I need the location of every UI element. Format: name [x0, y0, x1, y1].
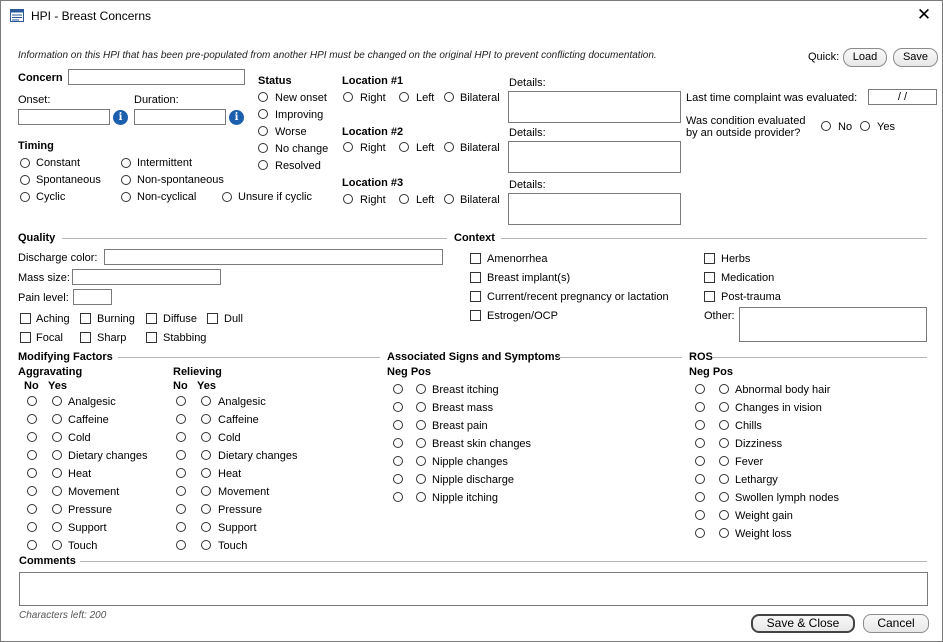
relieving-factor-label: Support [218, 522, 257, 534]
ros-pos-radio[interactable] [719, 402, 729, 412]
aggravating-no-radio[interactable] [27, 414, 37, 424]
sign-neg-radio[interactable] [393, 384, 403, 394]
timing-option: Non-spontaneous [137, 174, 224, 186]
relieving-yes-radio[interactable] [201, 432, 211, 442]
aggravating-no-radio[interactable] [27, 486, 37, 496]
aggravating-yes-radio[interactable] [52, 414, 62, 424]
onset-label: Onset: [18, 94, 51, 106]
location-option: Left [416, 142, 435, 154]
modifying-divider [118, 357, 380, 358]
aggravating-factor-label: Touch [68, 540, 98, 552]
context-checkbox[interactable] [470, 272, 481, 283]
status-radio[interactable] [258, 143, 268, 153]
location-option: Right [360, 194, 386, 206]
aggravating-yes-radio[interactable] [52, 432, 62, 442]
sign-neg-radio[interactable] [393, 474, 403, 484]
location-1-radio-left[interactable] [399, 92, 409, 102]
aggravating-no-header: No [24, 380, 39, 392]
last-eval-date-input[interactable]: / / [868, 89, 937, 105]
relieving-no-radio[interactable] [176, 540, 186, 550]
ros-neg-radio[interactable] [695, 456, 705, 466]
location-option: Bilateral [460, 142, 500, 154]
details-label: Details: [509, 127, 546, 139]
context-checkbox[interactable] [470, 310, 481, 321]
quality-option: Focal [36, 332, 63, 344]
ros-neg-radio[interactable] [695, 510, 705, 520]
ros-neg-radio[interactable] [695, 438, 705, 448]
ros-label: ROS [689, 351, 713, 363]
quality-option: Diffuse [163, 313, 198, 325]
quality-checkbox[interactable] [207, 313, 218, 324]
aggravating-yes-radio[interactable] [52, 540, 62, 550]
sign-pos-radio[interactable] [416, 402, 426, 412]
pain-level-label: Pain level: [18, 292, 69, 304]
context-checkbox[interactable] [704, 272, 715, 283]
save-close-button[interactable]: Save & Close [751, 614, 855, 633]
ros-divider [713, 357, 927, 358]
ros-label: Weight gain [735, 510, 793, 522]
context-checkbox[interactable] [704, 253, 715, 264]
outside-eval-no-label: No [838, 121, 853, 133]
context-checkbox[interactable] [470, 253, 481, 264]
relieving-label: Relieving [173, 366, 222, 378]
location-2-radio-bilateral[interactable] [444, 142, 454, 152]
relieving-no-radio[interactable] [176, 522, 186, 532]
ros-label: Changes in vision [735, 402, 822, 414]
relieving-factor-label: Caffeine [218, 414, 259, 426]
relieving-yes-radio[interactable] [201, 450, 211, 460]
context-option: Medication [721, 272, 775, 284]
status-radio[interactable] [258, 109, 268, 119]
concern-label: Concern [18, 72, 63, 84]
ros-pos-radio[interactable] [719, 492, 729, 502]
quality-option: Dull [224, 313, 243, 325]
sign-pos-radio[interactable] [416, 474, 426, 484]
timing-radio[interactable] [121, 158, 131, 168]
outside-eval-no-radio[interactable] [821, 121, 831, 131]
window-title: HPI - Breast Concerns [31, 9, 152, 23]
status-option: Worse [275, 126, 307, 138]
location-2-radio-left[interactable] [399, 142, 409, 152]
onset-info-icon[interactable]: i [113, 110, 128, 125]
relieving-no-radio[interactable] [176, 468, 186, 478]
close-icon[interactable]: ✕ [916, 5, 932, 24]
discharge-color-input[interactable] [104, 249, 443, 265]
relieving-no-header: No [173, 380, 188, 392]
context-other-label: Other: [704, 310, 735, 322]
sign-label: Breast pain [432, 420, 488, 432]
timing-radio[interactable] [121, 175, 131, 185]
aggravating-no-radio[interactable] [27, 396, 37, 406]
sign-label: Breast itching [432, 384, 499, 396]
onset-input[interactable] [18, 109, 110, 125]
title-bar [1, 1, 942, 31]
relieving-no-radio[interactable] [176, 414, 186, 424]
location-3-radio-right[interactable] [343, 194, 353, 204]
ros-label: Dizziness [735, 438, 783, 450]
location-3-label: Location #3 [342, 177, 404, 189]
timing-option: Constant [36, 157, 81, 169]
sign-neg-radio[interactable] [393, 456, 403, 466]
ros-neg-radio[interactable] [695, 384, 705, 394]
status-option: No change [275, 143, 329, 155]
outside-eval-yes-radio[interactable] [860, 121, 870, 131]
outside-eval-label-2: by an outside provider? [686, 127, 801, 139]
sign-pos-radio[interactable] [416, 420, 426, 430]
aggravating-yes-radio[interactable] [52, 504, 62, 514]
context-option: Herbs [721, 253, 751, 265]
ros-pos-radio[interactable] [719, 528, 729, 538]
aggravating-no-radio[interactable] [27, 540, 37, 550]
context-option: Amenorrhea [487, 253, 548, 265]
location-option: Right [360, 142, 386, 154]
aggravating-yes-radio[interactable] [52, 522, 62, 532]
context-divider [501, 238, 927, 239]
pain-level-input[interactable] [73, 289, 112, 305]
timing-option: Spontaneous [36, 174, 101, 186]
relieving-no-radio[interactable] [176, 450, 186, 460]
sign-neg-radio[interactable] [393, 492, 403, 502]
sign-pos-radio[interactable] [416, 492, 426, 502]
status-option: New onset [275, 92, 327, 104]
ros-neg-pos-header: Neg Pos [689, 366, 734, 378]
modifying-label: Modifying Factors [18, 351, 113, 363]
location-2-label: Location #2 [342, 126, 404, 138]
aggravating-yes-radio[interactable] [52, 468, 62, 478]
sign-label: Nipple itching [432, 492, 499, 504]
ros-neg-radio[interactable] [695, 492, 705, 502]
aggravating-factor-label: Movement [68, 486, 120, 498]
mass-size-label: Mass size: [18, 272, 70, 284]
timing-radio[interactable] [20, 158, 30, 168]
context-option: Current/recent pregnancy or lactation [487, 291, 669, 303]
quick-load-button[interactable]: Load [843, 48, 887, 67]
relieving-yes-radio[interactable] [201, 396, 211, 406]
outside-eval-label-1: Was condition evaluated [686, 115, 806, 127]
location-1-radio-bilateral[interactable] [444, 92, 454, 102]
last-eval-label: Last time complaint was evaluated: [686, 92, 858, 104]
timing-radio[interactable] [222, 192, 232, 202]
relieving-factor-label: Touch [218, 540, 248, 552]
relieving-yes-radio[interactable] [201, 522, 211, 532]
aggravating-no-radio[interactable] [27, 450, 37, 460]
location-1-label: Location #1 [342, 75, 404, 87]
aggravating-factor-label: Caffeine [68, 414, 109, 426]
aggravating-yes-radio[interactable] [52, 396, 62, 406]
context-other-input[interactable] [739, 307, 927, 342]
timing-label: Timing [18, 140, 54, 152]
timing-option: Non-cyclical [137, 191, 197, 203]
quality-checkbox[interactable] [20, 313, 31, 324]
timing-radio[interactable] [20, 192, 30, 202]
location-option: Bilateral [460, 194, 500, 206]
details-label: Details: [509, 77, 546, 89]
ros-pos-radio[interactable] [719, 510, 729, 520]
ros-pos-radio[interactable] [719, 438, 729, 448]
sign-neg-radio[interactable] [393, 420, 403, 430]
aggravating-yes-radio[interactable] [52, 486, 62, 496]
aggravating-factor-label: Support [68, 522, 107, 534]
comments-label: Comments [19, 555, 76, 567]
context-checkbox[interactable] [704, 291, 715, 302]
aggravating-label: Aggravating [18, 366, 83, 378]
ros-label: Fever [735, 456, 764, 468]
quality-checkbox[interactable] [80, 313, 91, 324]
location-3-radio-left[interactable] [399, 194, 409, 204]
ros-label: Weight loss [735, 528, 792, 540]
quality-checkbox[interactable] [80, 332, 91, 343]
duration-info-icon[interactable]: i [229, 110, 244, 125]
location-3-details[interactable] [508, 193, 681, 225]
aggravating-no-radio[interactable] [27, 504, 37, 514]
concern-input[interactable] [68, 69, 245, 85]
outside-eval-yes-label: Yes [877, 121, 895, 133]
quick-label: Quick: [808, 51, 840, 63]
quality-checkbox[interactable] [146, 332, 157, 343]
quality-option: Burning [97, 313, 135, 325]
quality-checkbox[interactable] [20, 332, 31, 343]
aggravating-yes-radio[interactable] [52, 450, 62, 460]
relieving-factor-label: Heat [218, 468, 242, 480]
relieving-no-radio[interactable] [176, 396, 186, 406]
aggravating-yes-header: Yes [48, 380, 67, 392]
comments-divider [80, 561, 927, 562]
relieving-no-radio[interactable] [176, 432, 186, 442]
context-option: Breast implant(s) [487, 272, 571, 284]
ros-neg-radio[interactable] [695, 474, 705, 484]
ros-label: Swollen lymph nodes [735, 492, 839, 504]
aggravating-factor-label: Dietary changes [68, 450, 148, 462]
signs-divider [558, 357, 682, 358]
ros-pos-radio[interactable] [719, 474, 729, 484]
quality-checkbox[interactable] [146, 313, 157, 324]
sign-label: Nipple discharge [432, 474, 514, 486]
sign-label: Breast skin changes [432, 438, 532, 450]
sign-neg-radio[interactable] [393, 438, 403, 448]
sign-pos-radio[interactable] [416, 384, 426, 394]
location-option: Left [416, 194, 435, 206]
relieving-yes-radio[interactable] [201, 504, 211, 514]
ros-neg-radio[interactable] [695, 420, 705, 430]
status-radio[interactable] [258, 126, 268, 136]
details-label: Details: [509, 179, 546, 191]
cancel-button[interactable]: Cancel [863, 614, 929, 633]
timing-option: Unsure if cyclic [238, 191, 312, 203]
ros-pos-radio[interactable] [719, 420, 729, 430]
ros-neg-radio[interactable] [695, 528, 705, 538]
timing-radio[interactable] [121, 192, 131, 202]
ros-pos-radio[interactable] [719, 456, 729, 466]
location-3-radio-bilateral[interactable] [444, 194, 454, 204]
quality-option: Sharp [97, 332, 127, 344]
ros-label: Chills [735, 420, 762, 432]
status-option: Resolved [275, 160, 321, 172]
aggravating-no-radio[interactable] [27, 468, 37, 478]
aggravating-no-radio[interactable] [27, 432, 37, 442]
ros-label: Abnormal body hair [735, 384, 831, 396]
relieving-factor-label: Dietary changes [218, 450, 298, 462]
sign-label: Breast mass [432, 402, 494, 414]
ros-neg-radio[interactable] [695, 402, 705, 412]
relieving-factor-label: Analgesic [218, 396, 266, 408]
location-2-radio-right[interactable] [343, 142, 353, 152]
quick-save-button[interactable]: Save [893, 48, 938, 67]
location-option: Left [416, 92, 435, 104]
sign-neg-radio[interactable] [393, 402, 403, 412]
relieving-factor-label: Cold [218, 432, 241, 444]
location-option: Right [360, 92, 386, 104]
relieving-no-radio[interactable] [176, 486, 186, 496]
aggravating-factor-label: Analgesic [68, 396, 116, 408]
sign-pos-radio[interactable] [416, 438, 426, 448]
quality-label: Quality [18, 232, 56, 244]
timing-option: Intermittent [137, 157, 193, 169]
mass-size-input[interactable] [72, 269, 221, 285]
status-label: Status [258, 75, 292, 87]
info-text: Information on this HPI that has been pre-populated from another HPI must be changed on the original HPI to prevent conflicting documentation. [18, 50, 657, 61]
context-checkbox[interactable] [470, 291, 481, 302]
relieving-yes-radio[interactable] [201, 414, 211, 424]
relieving-yes-radio[interactable] [201, 468, 211, 478]
context-option: Estrogen/OCP [487, 310, 558, 322]
quality-divider [62, 238, 447, 239]
characters-left: Characters left: 200 [19, 610, 107, 621]
status-radio[interactable] [258, 160, 268, 170]
aggravating-factor-label: Pressure [68, 504, 113, 516]
sign-label: Nipple changes [432, 456, 508, 468]
timing-radio[interactable] [20, 175, 30, 185]
discharge-color-label: Discharge color: [18, 252, 98, 264]
location-2-details[interactable] [508, 141, 681, 173]
duration-label: Duration: [134, 94, 179, 106]
aggravating-factor-label: Heat [68, 468, 92, 480]
sign-pos-radio[interactable] [416, 456, 426, 466]
context-option: Post-trauma [721, 291, 781, 303]
relieving-yes-radio[interactable] [201, 540, 211, 550]
relieving-factor-label: Movement [218, 486, 270, 498]
aggravating-factor-label: Cold [68, 432, 91, 444]
location-1-radio-right[interactable] [343, 92, 353, 102]
timing-option: Cyclic [36, 191, 66, 203]
context-label: Context [454, 232, 495, 244]
relieving-no-radio[interactable] [176, 504, 186, 514]
signs-label: Associated Signs and Symptoms [387, 351, 561, 363]
signs-neg-pos-header: Neg Pos [387, 366, 432, 378]
duration-input[interactable] [134, 109, 226, 125]
ros-label: Lethargy [735, 474, 778, 486]
status-radio[interactable] [258, 92, 268, 102]
quality-option: Aching [36, 313, 70, 325]
ros-pos-radio[interactable] [719, 384, 729, 394]
quality-option: Stabbing [163, 332, 207, 344]
status-option: Improving [275, 109, 324, 121]
comments-input[interactable] [19, 572, 928, 606]
form-icon [10, 9, 24, 22]
relieving-yes-header: Yes [197, 380, 216, 392]
location-1-details[interactable] [508, 91, 681, 123]
relieving-yes-radio[interactable] [201, 486, 211, 496]
location-option: Bilateral [460, 92, 500, 104]
relieving-factor-label: Pressure [218, 504, 263, 516]
aggravating-no-radio[interactable] [27, 522, 37, 532]
